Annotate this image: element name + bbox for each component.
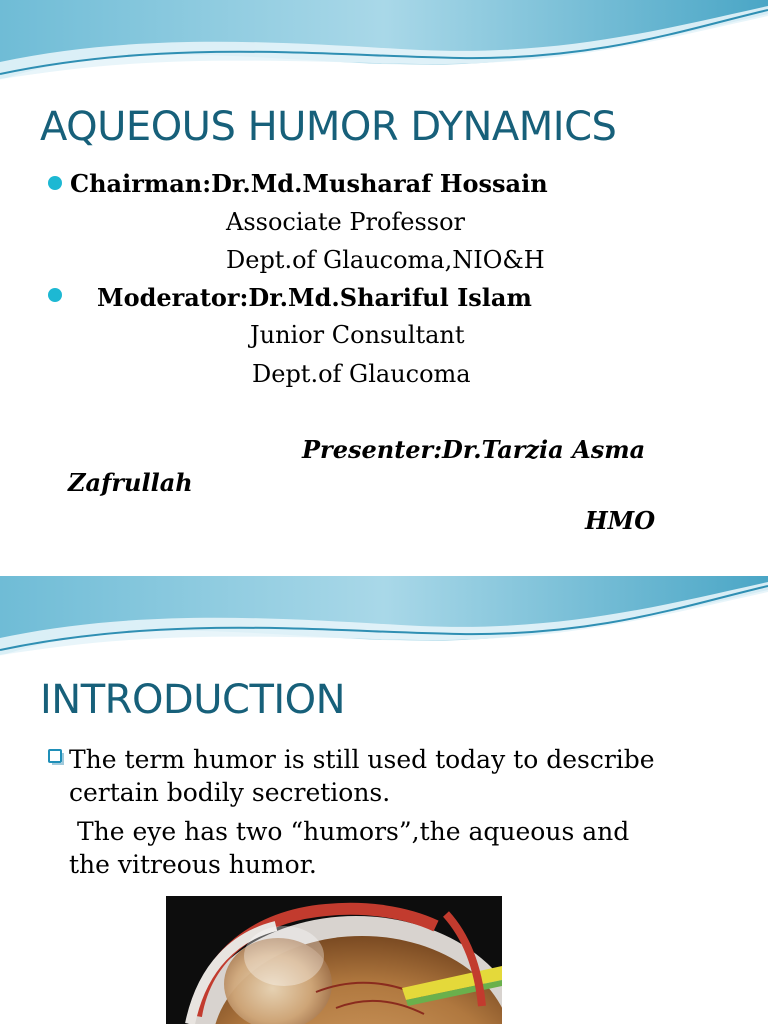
intro-paragraph-1-line-1: The term humor is still used today to describe	[69, 745, 655, 774]
intro-paragraph-2-line-2: the vitreous humor.	[69, 850, 317, 879]
square-bullet-icon	[48, 749, 62, 763]
slide-separator	[0, 560, 768, 576]
intro-paragraph-1-line-2: certain bodily secretions.	[69, 778, 391, 807]
slide-introduction	[0, 576, 768, 1024]
chairman-label: Chairman:Dr.Md.Musharaf Hossain	[70, 169, 548, 198]
moderator-label: Moderator:Dr.Md.Shariful Islam	[97, 283, 532, 312]
presenter-name-continued: Zafrullah	[68, 468, 193, 497]
chairman-department: Dept.of Glaucoma,NIO&H	[226, 246, 545, 274]
header-wave-decoration	[0, 0, 768, 90]
presenter-designation: HMO	[585, 506, 656, 535]
chairman-bullet-icon	[48, 176, 62, 190]
moderator-department: Dept.of Glaucoma	[252, 360, 471, 388]
eye-model-illustration-icon	[166, 896, 502, 1024]
intro-paragraph-2-line-1: The eye has two “humors”,the aqueous and	[69, 817, 630, 846]
presenter-label: Presenter:Dr.Tarzia Asma	[302, 435, 646, 464]
header-wave-decoration	[0, 576, 768, 666]
slide-title-heading: AQUEOUS HUMOR DYNAMICS	[40, 104, 617, 150]
moderator-bullet-icon	[48, 288, 62, 302]
eye-model-photo	[166, 896, 502, 1024]
chairman-designation: Associate Professor	[226, 208, 466, 236]
introduction-heading: INTRODUCTION	[40, 677, 346, 723]
moderator-designation: Junior Consultant	[250, 321, 465, 349]
